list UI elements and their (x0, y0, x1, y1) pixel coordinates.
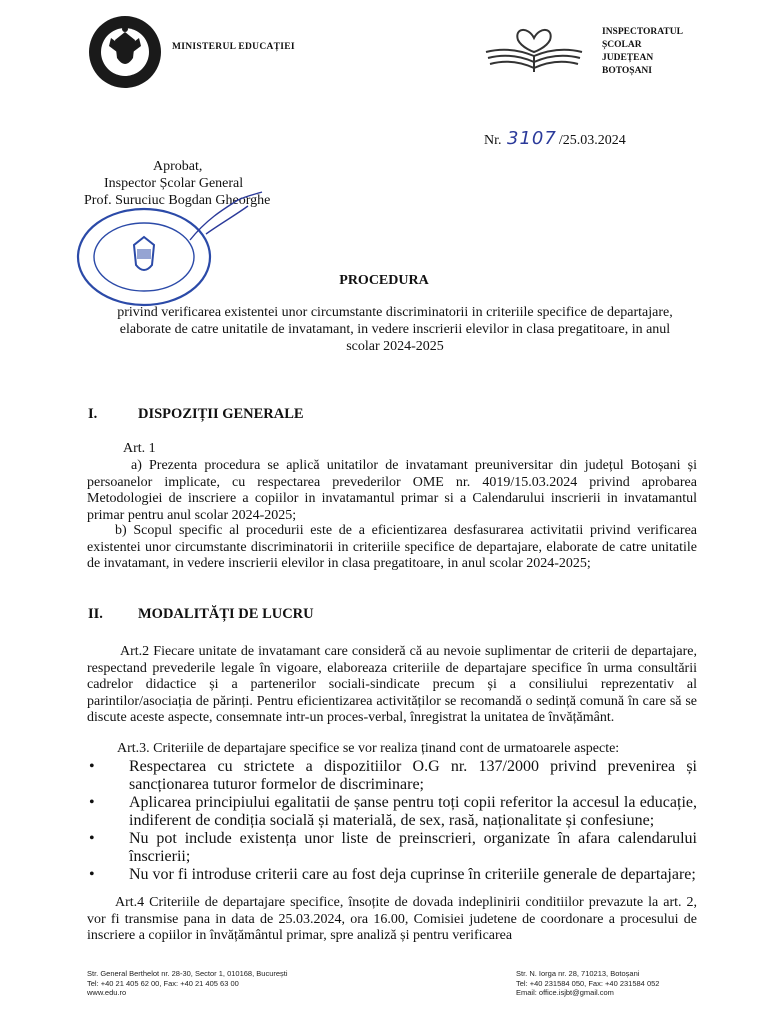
article-3 (87, 741, 697, 884)
paragraph: Art.2 Fiecare unitate de invatamant care consideră că au nevoie suplimentar de criterii de departajare, respectand prevederile legale în vigoare, elaboreaza criteriile de departajare specifice în urma consultării cadrelor didactice și a partenerilor sociali-sindicate precum și a consiliului reprezentativ al parintilor/asociația de părinți. Pentru eficientizarea activităților se recomandă o sedință comună în care să se discute aceste aspecte, consemnate intr-un proces-verbal, înregistrat la unitatea de învățământ. (87, 644, 697, 725)
section-heading (88, 606, 314, 623)
section-number: I. (88, 406, 98, 422)
paragraph: b) Scopul specific al procedurii este de a eficientizarea desfasurarea activitatii privind verificarea existentei unor circumstante discriminatorii in criteriile specifice de departajare, elaborate de catre unitatile de invatamant, in vedere inscrierii elevilor in clasa pregatitoare, in anul scolar 2024-2025; (87, 523, 697, 571)
footer-line: Tel: +40 21 405 62 00, Fax: +40 21 405 63 00 (87, 978, 239, 988)
registration-number (484, 128, 626, 149)
paragraph: Art.4 Criteriile de departajare specifice, însoțite de dovada indeplinirii conditiilor prevazute la art. 2, vor fi transmise pana in data de 25.03.2024, ora 16.00, Comisiei judetene de coordonare a procesului de inscriere a copiilor in învățământul primar, spre analiză și pentru verificarea (87, 895, 697, 943)
nr-prefix: Nr. (484, 133, 502, 148)
approval-name: Prof. Suruciuc Bogdan Gheorghe (84, 193, 271, 208)
document-subtitle: privind verificarea existentei unor circumstante discriminatorii in criteriile specifice de departajare, elaborate de catre unitatile de invatamant, in vedere inscrierii elevilor in clasa pregatitoare, in anul scolar 2024-2025 (117, 305, 673, 354)
article-4 (87, 895, 697, 945)
section-number: II. (88, 606, 103, 622)
article-1b (87, 523, 697, 573)
footer-email[interactable]: Email: office.isjbt@gmail.com (516, 988, 614, 997)
document-title: PROCEDURA (339, 273, 429, 288)
footer-isj-address (516, 969, 659, 998)
footer-line: www.edu.ro (87, 988, 127, 997)
handwritten-number: 3107 (507, 128, 557, 149)
isj-line: ȘCOLAR (602, 40, 642, 50)
section-title: MODALITĂȚI DE LUCRU (138, 606, 314, 622)
isj-line: BOTOȘANI (602, 66, 652, 76)
article-2 (87, 644, 697, 727)
footer-line: Str. N. Iorga nr. 28, 710213, Botoșani (516, 969, 640, 978)
reg-date: /25.03.2024 (558, 133, 626, 148)
isj-line: JUDEȚEAN (602, 53, 654, 63)
isj-book-heart-logo (478, 18, 590, 76)
list-item: • Nu pot include existența unor liste de preinscrieri, organizate în afara calendarului înscrierii; (89, 829, 697, 865)
list-item: • Respectarea cu strictete a dispozitiilor O.G nr. 137/2000 privind prevenirea și sancționarea tuturor formelor de discriminare; (89, 757, 697, 793)
handwritten-signature (186, 190, 266, 250)
footer-ministry-address (87, 969, 288, 998)
list-item: • Aplicarea principiului egalitatii de șanse pentru toți copii referitor la accesul la educație, indiferent de condiția socială și materială, de sex, rasă, naționalitate și confesiune; (89, 793, 697, 829)
government-crest-logo (87, 14, 163, 90)
article-label: Art. 1 (123, 441, 156, 456)
paragraph: a) Prezenta procedura se aplică unitatilor de invatamant preuniversitar din județul Botoșani și persoanelor implicate, cu respectarea prevederilor OME nr. 4019/15.03.2024 privind aprobarea Metodologiei de inscriere a copiilor in invatamantul primar si a Calendarului inscrierii in invatamantul primar pentru anul scolar 2024-2025; (87, 458, 697, 523)
paragraph: Art.3. Criteriile de departajare specifice se vor realiza ținand cont de urmatoarele aspecte: (117, 741, 620, 756)
approval-role: Inspector Școlar General (104, 176, 244, 191)
list-item: • Nu vor fi introduse criterii care au fost deja cuprinse în criteriile generale de departajare; (89, 865, 696, 883)
isj-name (602, 26, 683, 78)
approval-line: Aprobat, (153, 159, 203, 174)
footer-line: Str. General Berthelot nr. 28-30, Sector 1, 010168, București (87, 969, 288, 978)
section-title: DISPOZIȚII GENERALE (138, 406, 304, 422)
ministry-name: MINISTERUL EDUCAȚIEI (172, 42, 295, 52)
section-heading (88, 406, 304, 423)
footer-line: Tel: +40 231584 050, Fax: +40 231584 052 (516, 978, 660, 988)
isj-line: INSPECTORATUL (602, 27, 683, 37)
article-1a (87, 458, 697, 524)
